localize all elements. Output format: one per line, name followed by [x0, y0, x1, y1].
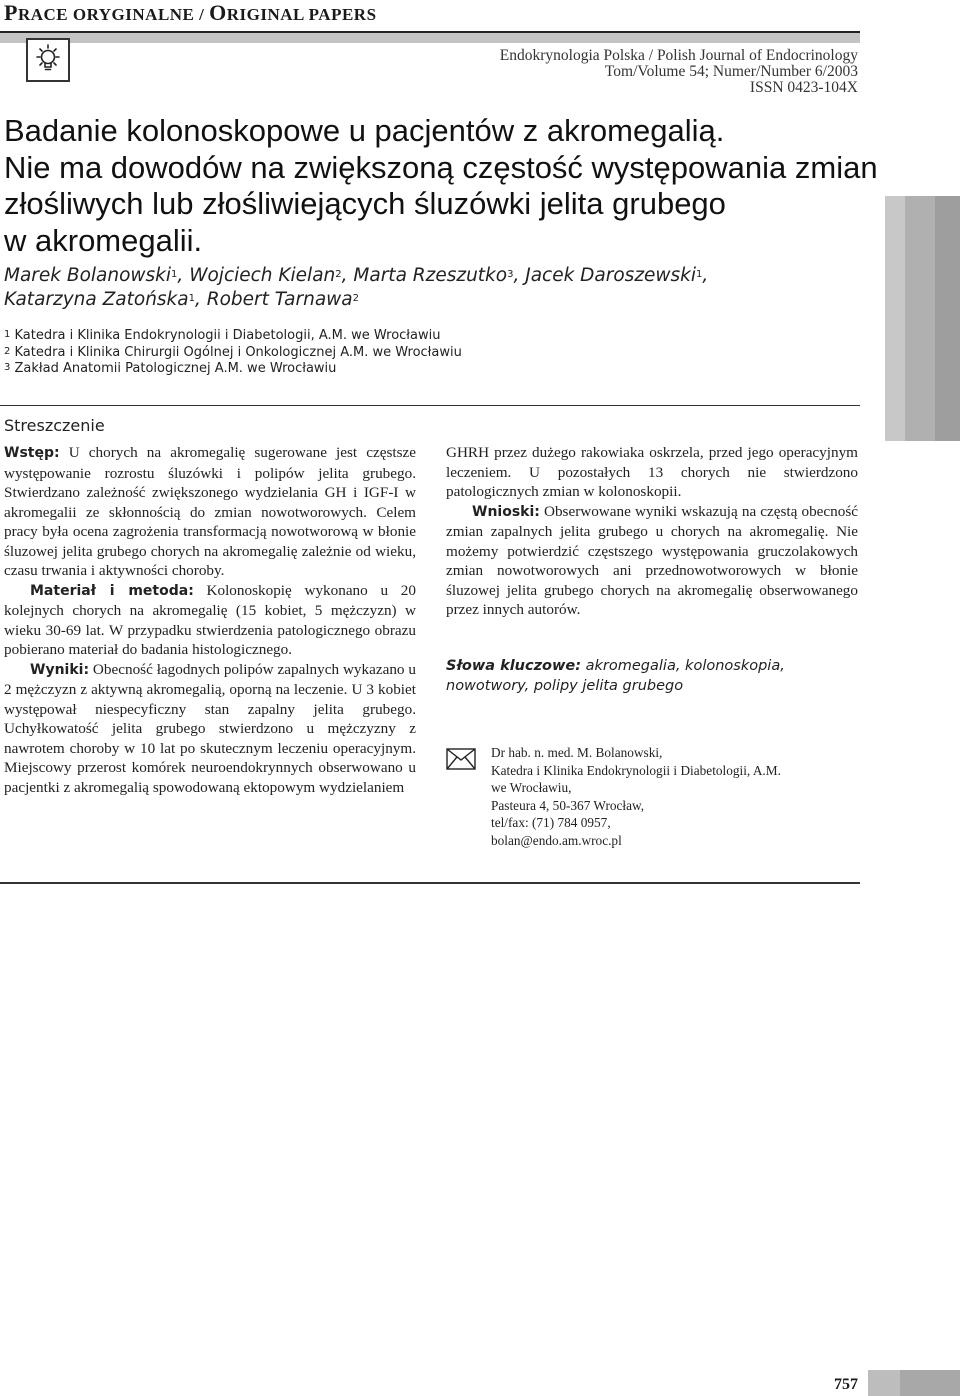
- page-number: 757: [834, 1376, 858, 1393]
- abstract-heading: Streszczenie: [4, 416, 105, 435]
- author-name: Wojciech Kielan: [189, 265, 336, 286]
- author-name: Marta Rzeszutko: [353, 265, 508, 286]
- authors: [4, 264, 864, 312]
- keywords-label: Słowa kluczowe:: [446, 658, 582, 674]
- correspondence-line: Katedra i Klinika Endokrynologii i Diabetologii, A.M.: [491, 762, 781, 778]
- abstract-right-column: [446, 443, 858, 620]
- journal-volume: Tom/Volume 54; Numer/Number 6/2003: [604, 63, 858, 80]
- title-line: Nie ma dowodów na zwiększoną częstość występowania zmian: [4, 149, 878, 185]
- abstract-intro: [4, 443, 416, 581]
- correspondence-line: tel/fax: (71) 784 0957,: [491, 815, 611, 830]
- affiliation-text: Katedra i Klinika Chirurgii Ogólnej i Onkologicznej A.M. we Wrocławiu: [14, 344, 462, 360]
- abstract-results: [4, 660, 416, 798]
- envelope-icon: [446, 748, 476, 770]
- abstract-conclusions: [446, 502, 858, 620]
- correspondence-line: we Wrocławiu,: [491, 780, 572, 795]
- author-separator: ,: [341, 265, 354, 286]
- side-gray-band: [935, 196, 960, 441]
- author-name: Robert Tarnawa: [206, 289, 353, 310]
- correspondence-line: Dr hab. n. med. M. Bolanowski,: [491, 745, 663, 760]
- abstract-results-text: Obecność łagodnych polipów zapalnych wykazano u 2 mężczyzn z aktywną akromegalią, oporną na leczenie. U 3 kobiet występował niespecyficzny stan zapalny jelita grubego. Uchyłkowatość jelita grubego stwierdzono u mężczyzny z nawrotem choroby w 10 lat po skutecznym leczeniu operacyjnym. Miejscowy przerost komórek neuroendokrynnych obserwowano u pacjentki z akromegalią spowodowaną ektopowym wydzielaniem: [4, 660, 416, 796]
- authors-line-2: [4, 288, 864, 312]
- affiliation-text: Zakład Anatomii Patologicznej A.M. we Wrocławiu: [14, 361, 337, 376]
- author-name: Marek Bolanowski: [4, 265, 172, 286]
- abstract-methods-label: Materiał i metoda:: [30, 582, 194, 599]
- keywords-text: akromegalia, kolonoskopia, nowotwory, polipy jelita grubego: [446, 658, 785, 694]
- affiliations: [4, 328, 462, 378]
- author-affiliation-ref: 2: [335, 269, 342, 280]
- author-affiliation-ref: 1: [188, 293, 195, 304]
- journal-info: [500, 48, 858, 96]
- affiliation-item: [4, 345, 462, 362]
- abstract-rule: [0, 405, 860, 406]
- header-gray-band: [0, 33, 860, 43]
- section-label-text-1: RACE ORYGINALNE /: [17, 5, 210, 24]
- keywords: [446, 656, 866, 696]
- author-affiliation-ref: 1: [171, 269, 178, 280]
- abstract-intro-label: Wstęp:: [4, 445, 60, 461]
- abstract-conclusions-label: Wnioski:: [472, 503, 540, 520]
- author-name: Jacek Daroszewski: [525, 265, 697, 286]
- affiliation-item: [4, 361, 462, 378]
- author-separator: ,: [702, 265, 709, 286]
- affiliation-number: 1: [4, 329, 11, 340]
- author-affiliation-ref: 2: [352, 293, 359, 304]
- section-label-text-2: RIGINAL PAPERS: [226, 5, 377, 24]
- author-affiliation-ref: 1: [696, 269, 703, 280]
- lightbulb-icon: [26, 38, 70, 82]
- title-line: Badanie kolonoskopowe u pacjentów z akromegalią.: [4, 113, 725, 148]
- affiliation-text: Katedra i Klinika Endokrynologii i Diabetologii, A.M. we Wrocławiu: [14, 328, 441, 343]
- correspondence-address: [491, 744, 781, 849]
- author-separator: ,: [513, 265, 526, 286]
- abstract-conclusions-text: Obserwowane wyniki wskazują na częstą obecność zmian zapalnych jelita grubego u chorych na akromegalię. Nie możemy potwierdzić częstszego występowania gruczolakowych zmian nowotworowych ani przednowotworowych w błonie śluzowej jelita grubego chorych na akromegalię obserwowanego przez innych autorów.: [446, 502, 858, 618]
- abstract-methods: [4, 581, 416, 660]
- author-name: Katarzyna Zatońska: [4, 289, 189, 310]
- footer-rule: [0, 882, 860, 884]
- article-title: [4, 113, 878, 259]
- title-line: w akromegalii.: [4, 222, 203, 258]
- author-affiliation-ref: 3: [507, 269, 514, 280]
- title-line: złośliwych lub złośliwiejących śluzówki jelita grubego: [4, 186, 726, 221]
- abstract-methods-text: Kolonoskopię wykonano u 20 kolejnych chorych na akromegalię (15 kobiet, 5 mężczyzn) w wieku 30-69 lat. W przypadku stwierdzenia patologicznego obrazu pobierano materiał do badania histologicznego.: [4, 581, 416, 658]
- affiliation-number: 2: [4, 345, 11, 357]
- abstract-results-label: Wyniki:: [30, 661, 90, 678]
- abstract-intro-text: U chorych na akromegalię sugerowane jest częstsze występowanie rozrostu śluzówki i polipów jelita grubego. Stwierdzano zależność zwiększonego wydzielania GH i IGF-I w akromegalii ze skłonnością do zmian nowotworowych. Celem pracy była ocena zagrożenia transformacją nowotworową w błonie śluzowej jelita grubego chorych na akromegalię zależnie od wieku, czasu trwania i aktywności choroby.: [4, 444, 416, 579]
- affiliation-item: [4, 328, 462, 345]
- journal-issn: ISSN 0423-104X: [749, 79, 858, 96]
- authors-line-1: [4, 264, 864, 288]
- abstract-left-column: [4, 443, 416, 797]
- correspondence-email: bolan@endo.am.wroc.pl: [491, 832, 622, 848]
- section-label-cap-2: O: [209, 0, 227, 25]
- author-separator: ,: [177, 265, 190, 286]
- journal-name: Endokrynologia Polska / Polish Journal of Endocrinology: [499, 47, 858, 64]
- section-label: [4, 0, 377, 26]
- author-separator: ,: [194, 289, 207, 310]
- section-label-cap-1: P: [4, 0, 18, 25]
- abstract-results-continued: GHRH przez dużego rakowiaka oskrzela, przed jego operacyjnym leczeniem. U pozostałych 13 chorych nie stwierdzono patologicznych zmian w kolonoskopii.: [446, 444, 858, 500]
- page-number-band: [900, 1370, 960, 1396]
- affiliation-number: 3: [4, 362, 11, 373]
- correspondence-line: Pasteura 4, 50-367 Wrocław,: [491, 797, 645, 813]
